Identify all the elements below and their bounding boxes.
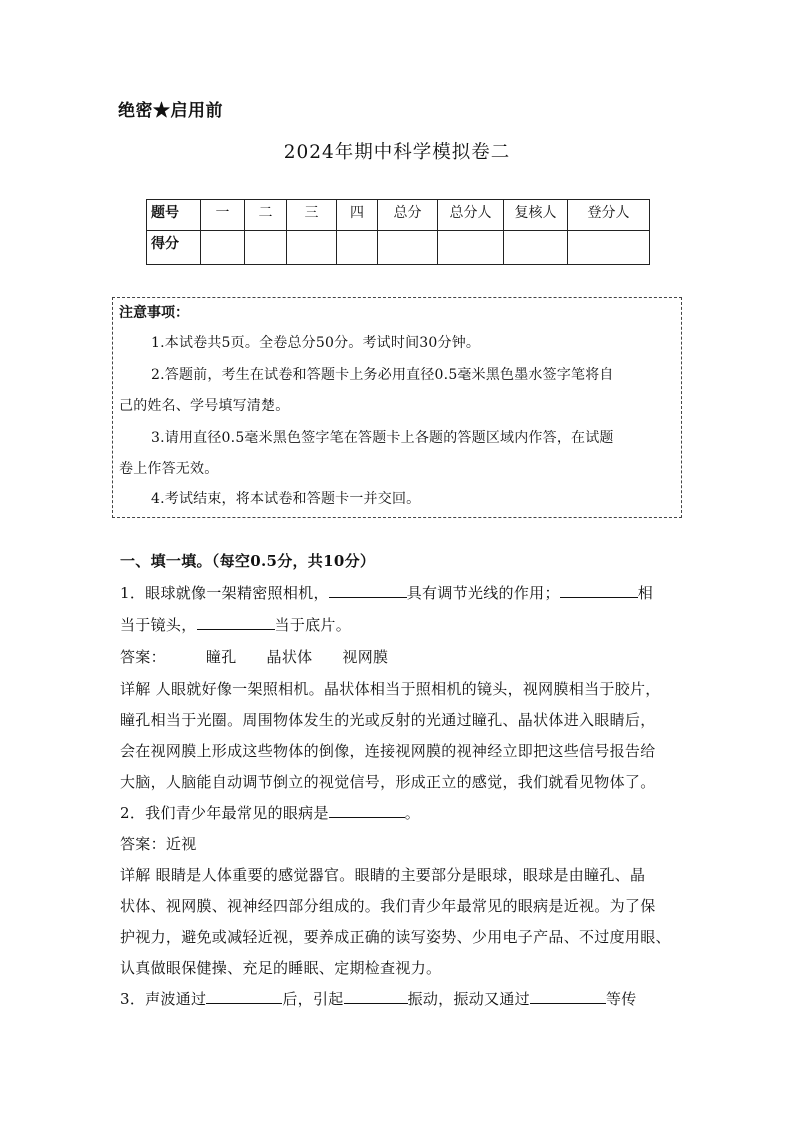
notice-line: 1.本试卷共5页。全卷总分50分。考试时间30分钟。 bbox=[151, 335, 481, 351]
score-cell[interactable] bbox=[438, 231, 504, 265]
answer-label: 答案： bbox=[120, 648, 166, 666]
score-cell: 一 bbox=[201, 200, 245, 231]
score-cell[interactable] bbox=[201, 231, 245, 265]
answer-blank[interactable] bbox=[530, 989, 606, 1004]
score-cell: 三 bbox=[287, 200, 337, 231]
answer-line: 答案：近视 bbox=[120, 835, 197, 853]
question-text: 后，引起 bbox=[282, 990, 344, 1008]
explanation-line: 护视力，避免或减轻近视，要养成正确的读写姿势、少用电子产品、不过度用眼、 bbox=[120, 928, 671, 946]
question-text: 2．我们青少年最常见的眼病是 bbox=[120, 804, 329, 822]
explanation-line: 瞳孔相当于光圈。周围物体发生的光或反射的光通过瞳孔、晶状体进入眼睛后， bbox=[120, 711, 656, 729]
confidential-label: 绝密★启用前 bbox=[118, 101, 223, 121]
score-cell: 登分人 bbox=[568, 200, 650, 231]
score-cell: 四 bbox=[337, 200, 378, 231]
question-text: 振动，振动又通过 bbox=[407, 990, 530, 1008]
score-cell: 总分人 bbox=[438, 200, 504, 231]
score-table-header-row bbox=[147, 200, 650, 231]
score-cell: 总分 bbox=[378, 200, 438, 231]
question-text: 等传 bbox=[605, 990, 637, 1008]
score-cell: 二 bbox=[245, 200, 287, 231]
explanation-line: 状体、视网膜、视神经四部分组成的。我们青少年最常见的眼病是近视。为了保 bbox=[120, 897, 656, 915]
answer-blank[interactable] bbox=[329, 803, 405, 818]
notice-line: 4.考试结束，将本试卷和答题卡一并交回。 bbox=[151, 491, 421, 507]
notice-line: 己的姓名、学号填写清楚。 bbox=[119, 398, 290, 414]
score-table-score-row bbox=[147, 231, 650, 265]
question-text: 。 bbox=[404, 804, 421, 822]
explanation-line: 大脑，人脑能自动调节倒立的视觉信号，形成正立的感觉，我们就看见物体了。 bbox=[120, 773, 656, 791]
notice-line: 3.请用直径0.5毫米黑色签字笔在答题卡上各题的答题区域内作答，在试题 bbox=[151, 430, 614, 446]
answer-line bbox=[120, 646, 388, 667]
question-2 bbox=[120, 802, 420, 823]
answer-blank[interactable] bbox=[560, 583, 638, 598]
question-text: 3．声波通过 bbox=[120, 990, 207, 1008]
answer-blank[interactable] bbox=[197, 615, 275, 630]
question-3 bbox=[120, 988, 637, 1009]
score-cell[interactable] bbox=[337, 231, 378, 265]
answer-blank[interactable] bbox=[206, 989, 282, 1004]
explanation-line: 详解 眼睛是人体重要的感觉器官。眼睛的主要部分是眼球，眼球是由瞳孔、晶 bbox=[120, 866, 646, 884]
question-text: 当于底片。 bbox=[274, 616, 352, 634]
score-cell[interactable] bbox=[378, 231, 438, 265]
explanation-line: 会在视网膜上形成这些物体的倒像，连接视网膜的视神经立即把这些信号报告给 bbox=[120, 742, 656, 760]
question-text: 1．眼球就像一架精密照相机， bbox=[120, 584, 329, 602]
answer-blank[interactable] bbox=[344, 989, 408, 1004]
question-text: 当于镜头， bbox=[120, 616, 197, 634]
explanation-line: 认真做眼保健操、充足的睡眠、定期检查视力。 bbox=[120, 959, 442, 977]
notice-box bbox=[112, 297, 682, 518]
score-cell: 得分 bbox=[147, 231, 201, 265]
score-cell: 题号 bbox=[147, 200, 201, 231]
score-cell[interactable] bbox=[245, 231, 287, 265]
answer-value: 瞳孔 bbox=[205, 648, 237, 666]
score-cell[interactable] bbox=[287, 231, 337, 265]
question-text: 相 bbox=[637, 584, 654, 602]
answer-value: 晶状体 bbox=[266, 648, 313, 666]
section-title: 一、填一填。（每空0.5分，共10分） bbox=[120, 552, 376, 570]
page-title: 2024年期中科学模拟卷二 bbox=[283, 142, 511, 163]
notice-line: 2.答题前，考生在试卷和答题卡上务必用直径0.5毫米黑色墨水签字笔将自 bbox=[151, 367, 614, 383]
answer-blank[interactable] bbox=[329, 583, 407, 598]
answer-value: 视网膜 bbox=[342, 648, 389, 666]
notice-line: 卷上作答无效。 bbox=[119, 461, 219, 477]
score-cell[interactable] bbox=[504, 231, 568, 265]
score-cell: 复核人 bbox=[504, 200, 568, 231]
score-table bbox=[146, 199, 650, 265]
explanation-line: 详解 人眼就好像一架照相机。晶状体相当于照相机的镜头，视网膜相当于胶片， bbox=[120, 680, 661, 698]
score-cell[interactable] bbox=[568, 231, 650, 265]
question-1 bbox=[120, 582, 653, 603]
question-text: 具有调节光线的作用； bbox=[406, 584, 560, 602]
notice-title: 注意事项： bbox=[119, 305, 189, 321]
question-1-cont bbox=[120, 614, 351, 635]
